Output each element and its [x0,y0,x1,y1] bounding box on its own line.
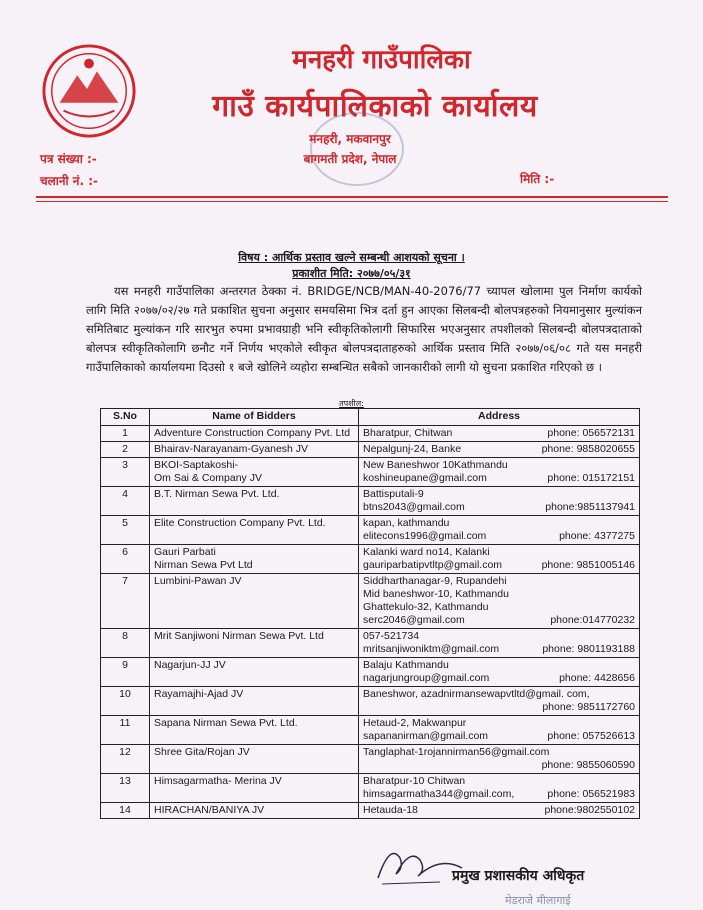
address-text: Battisputali-9 [363,488,424,500]
notice-body: यस मनहरी गाउँपालिका अन्तरगत ठेक्का नं. BRIDGE/NCB/MAN-40-2076/77 च्यापल खोलामा पुल निर्माण कार्यको लागि मिति २०७७/०२/२७ गते प्रकाशित सुचना अनुसार समयसिमा भित्र दर्ता हुन आएका सिलबन्दी बोलपत्रहरुको नियमानुसार मुल्यांकन समितिबाट मुल्यांकन गरि सारभुत रुपमा प्रभावग्राही भनि स्वीकृतिकोलागी सिफारिस भएअनुसार तपशीलको सिलबन्दी बोलपत्रदाताको बोलपत्र स्वीकृतिकोलागि छनौट गर्ने निर्णय भएकोले स्वीकृत बोलपत्रदाताहरुको आर्थिक प्रस्ताव मिति २०७७/०६/०८ गते यस मनहरी गाउँपालिकाको कार्यालयमा दिउसो १ बजे खोलिने व्यहोरा सम्बन्धित सबैको जानकारीको लागी यो सुचना प्रकाशित गरिएको छ । [86,284,642,374]
address-line [363,630,635,643]
bidder-name-line: Om Sai & Company JV [154,472,262,484]
bidder-name-line: Nirman Sewa Pvt Ltd [154,559,253,571]
address-text: Siddharthanagar-9, Rupandehi [363,575,507,587]
phone-number: phone: 9801193188 [542,643,635,655]
ref-number-label: पत्र संख्या :- [40,152,97,166]
bidder-address [359,716,640,745]
bidder-address [359,658,640,687]
address-line [363,588,635,601]
bidder-sno: 14 [101,803,150,819]
phone-number: phone: 9858020655 [541,443,635,455]
header-name: Name of Bidders [150,409,359,426]
table-row [101,545,640,574]
address-text: btns2043@gmail.com [363,501,465,513]
phone-number: phone: 015172151 [547,472,635,484]
address-text: Bharatpur-10 Chitwan [363,775,466,787]
table-row [101,629,640,658]
bidder-name-line: Shree Gita/Rojan JV [154,746,250,758]
table-row [101,658,640,687]
phone-number: phone:9802550102 [544,804,635,816]
bidders-table-body [101,426,640,819]
bidder-address [359,803,640,819]
bidder-sno: 7 [101,574,150,629]
address-line [363,730,635,743]
bidder-name [150,442,359,458]
phone-number: phone: 056521983 [547,788,635,800]
address-line [363,575,635,588]
address-text: sapananirman@gmail.com [363,730,489,742]
address-line [363,688,635,701]
address-text: Hetaud-2, Makwanpur [363,717,467,729]
phone-number: phone: 4377275 [559,530,635,542]
bidder-name-line: B.T. Nirman Sewa Pvt. Ltd. [154,488,280,500]
address-text: Nepalgunj-24, Banke [363,443,462,455]
office-name: गाउँ कार्यपालिकाको कार्यालय [212,89,538,124]
address-text: Balaju Kathmandu [363,659,449,671]
address-text: 057-521734 [363,630,420,642]
bidder-sno: 12 [101,745,150,774]
bidder-name [150,629,359,658]
bidder-address [359,745,640,774]
phone-number: phone:9851137941 [545,501,635,513]
municipality-name: मनहरी गाउँपालिका [292,45,471,75]
address-text: mritsanjiwoniktm@gmail.com [363,643,500,655]
header-sno: S.No [101,409,150,426]
address-line [363,788,635,801]
table-row [101,487,640,516]
bidder-sno: 9 [101,658,150,687]
header-address: Address [359,409,640,426]
bidder-name-line: Mrit Sanjiwoni Nirman Sewa Pvt. Ltd [154,630,324,642]
notice-subject: विषय : आर्थिक प्रस्ताव खल्ने सम्बन्धी आशयको सूचना । [238,251,465,264]
address-line [363,601,635,614]
bidder-name [150,426,359,442]
address-text: Baneshwor, azadnirmansewapvtltd@gmail. com, [363,688,590,700]
address-line [363,517,635,530]
table-header-row [101,409,640,426]
bidder-name-line: BKOI-Saptakoshi- [154,459,239,471]
address-line [363,559,635,572]
bidder-address [359,687,640,716]
address-line [363,717,635,730]
bidder-name [150,803,359,819]
address-text: Mid baneshwor-10, Kathmandu [363,588,509,600]
address-line [363,643,635,656]
table-row [101,458,640,487]
bidder-name-line: Gauri Parbati [154,546,216,558]
header-divider [36,196,668,198]
bidder-address [359,487,640,516]
address-line [363,614,635,627]
bidder-sno: 5 [101,516,150,545]
published-date: प्रकाशीत मिति: २०७७/०५/३१ [292,267,411,280]
bidder-name-line: Adventure Construction Company Pvt. Ltd [154,427,351,439]
address-text: Hetauda-18 [363,804,418,816]
table-row [101,426,640,442]
bidder-address [359,545,640,574]
bidder-name-line: Nagarjun-JJ JV [154,659,226,671]
address-text: himsagarmatha344@gmail.com, [363,788,515,800]
bidder-name [150,487,359,516]
address-line [363,746,635,759]
bidder-sno: 1 [101,426,150,442]
bidder-name-line: Himsagarmatha- Merina JV [154,775,282,787]
bidders-table [100,408,640,819]
signatory-stamp: मेडराजे मीलागाई [505,894,571,907]
address-line [363,472,635,485]
bidder-address [359,426,640,442]
address-text: New Baneshwor 10Kathmandu [363,459,508,471]
table-row [101,803,640,819]
address-line [363,804,635,817]
bidder-sno: 3 [101,458,150,487]
phone-number: phone: 9855060590 [541,759,635,771]
bidder-name-line: Lumbini-Pawan JV [154,575,242,587]
address-text: kapan, kathmandu [363,517,450,529]
address-line [363,775,635,788]
phone-number: phone: 9851005146 [541,559,635,571]
table-row [101,716,640,745]
bidder-name [150,458,359,487]
address-line [363,427,635,440]
annex-label: तपशील: [339,399,364,408]
address-text: koshineupane@gmail.com [363,472,487,484]
address-text: Bharatpur, Chitwan [363,427,453,439]
bidder-name-line: HIRACHAN/BANIYA JV [154,804,265,816]
address-line [363,546,635,559]
bidder-sno: 4 [101,487,150,516]
table-row [101,516,640,545]
bidder-name [150,658,359,687]
address-line-1: मनहरी, मकवानपुर [309,132,391,146]
bidder-sno: 6 [101,545,150,574]
phone-number: phone: 057526613 [547,730,635,742]
bidder-address [359,458,640,487]
address-text: Kalanki ward no14, Kalanki [363,546,490,558]
date-label: मिति :- [520,172,555,186]
dispatch-number-label: चलानी नं. :- [40,174,98,188]
bidder-name [150,774,359,803]
address-line [363,501,635,514]
address-line-2: बागमती प्रदेश, नेपाल [303,152,397,166]
table-row [101,574,640,629]
bidder-address [359,629,640,658]
address-text: gauriparbatipvtltp@gmail.com [363,559,503,571]
phone-number: phone: 4428656 [559,672,635,684]
bidder-address [359,516,640,545]
bidder-name-line: Bhairav-Narayanam-Gyanesh JV [154,443,309,455]
bidder-address [359,574,640,629]
bidder-name-line: Rayamajhi-Ajad JV [154,688,244,700]
table-row [101,774,640,803]
table-row [101,687,640,716]
phone-number: phone: 9851172760 [542,701,635,713]
bidder-address [359,442,640,458]
office-stamp [310,112,404,186]
phone-number: phone:014770232 [550,614,635,626]
bidder-sno: 13 [101,774,150,803]
signatory-title: प्रमुख प्रशासकीय अधिकृत [452,868,585,884]
bidder-name-line: Elite Construction Company Pvt. Ltd. [154,517,326,529]
address-text: serc2046@gmail.com [363,614,465,626]
bidder-sno: 2 [101,442,150,458]
bidder-name-line: Sapana Nirman Sewa Pvt. Ltd. [154,717,298,729]
address-line [363,672,635,685]
address-text: nagarjungroup@gmail.com [363,672,490,684]
bidder-name [150,545,359,574]
bidder-name [150,745,359,774]
table-row [101,442,640,458]
address-line [363,659,635,672]
bidder-name [150,516,359,545]
bidder-name [150,716,359,745]
bidder-sno: 11 [101,716,150,745]
address-line [363,459,635,472]
address-text: Ghattekulo-32, Kathmandu [363,601,489,613]
bidder-name [150,687,359,716]
phone-number: phone: 056572131 [547,427,635,439]
bidder-sno: 8 [101,629,150,658]
address-text: Tanglaphat-1rojannirman56@gmail.com [363,746,550,758]
bidder-address [359,774,640,803]
bidder-sno: 10 [101,687,150,716]
address-line [363,530,635,543]
address-line [363,488,635,501]
header-divider-thin [36,201,668,202]
bidder-name [150,574,359,629]
address-text: elitecons1996@gmail.com [363,530,487,542]
table-row [101,745,640,774]
address-line [363,443,635,456]
